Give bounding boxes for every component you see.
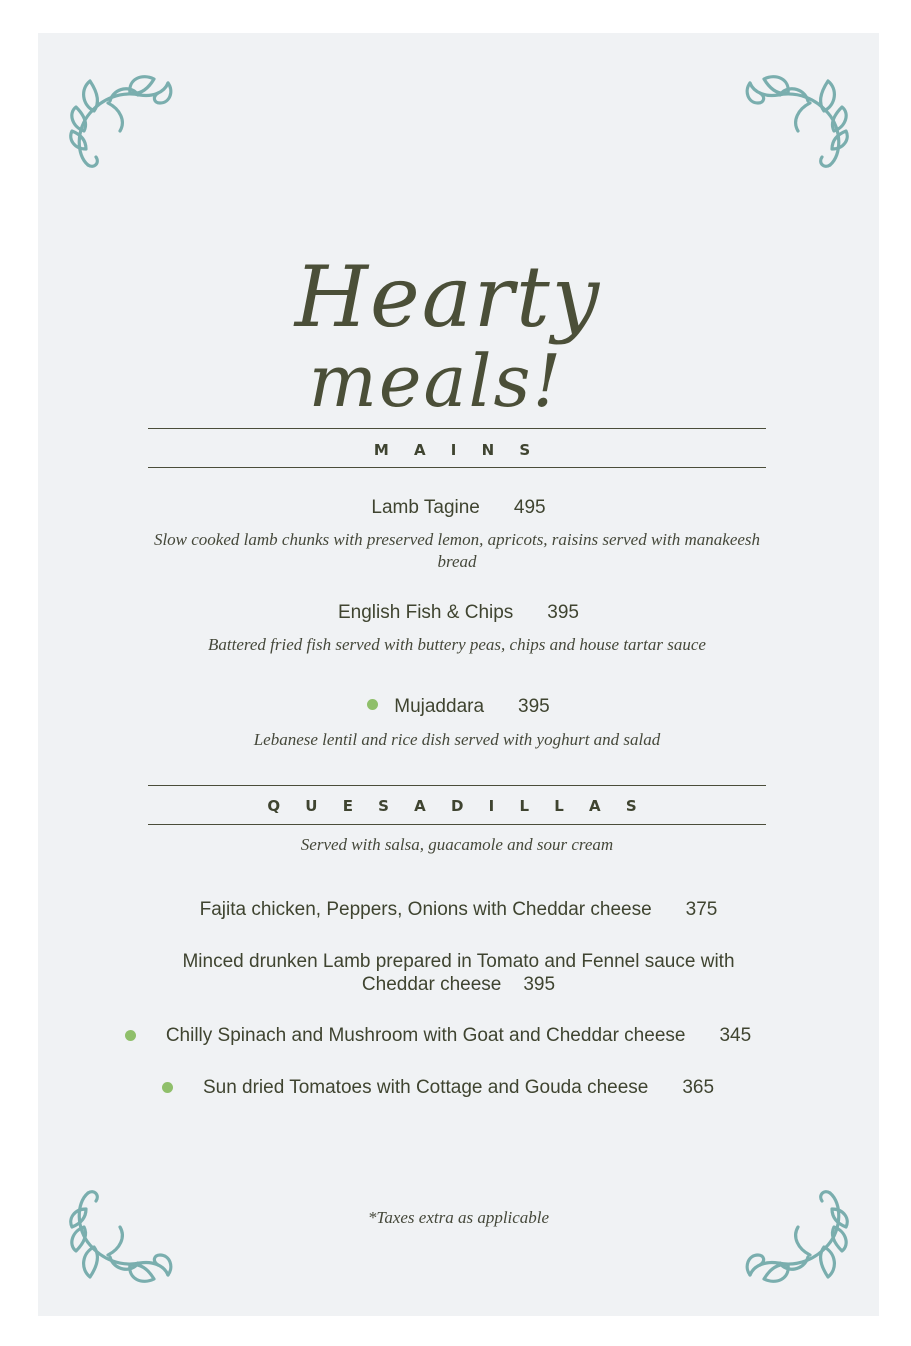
item-price: 375 [685,899,718,920]
item-name-line2: Cheddar cheese [361,974,502,995]
item-price: 395 [523,974,556,995]
item-price: 395 [518,696,550,717]
item-name-line1: Minced drunken Lamb prepared in Tomato and Fennel sauce with [182,951,735,972]
menu-title-line1: Hearty [294,248,602,346]
menu-item-fajita-chicken [38,898,879,921]
leaf-flourish-icon [68,69,178,179]
tax-note: *Taxes extra as applicable [367,1208,550,1227]
leaf-flourish-icon [740,69,850,179]
menu-item-fish-chips [38,601,879,624]
section-rule-top [148,428,766,429]
item-price: 365 [682,1077,715,1098]
menu-item-sun-dried-tomatoes [38,1076,879,1099]
section-title-quesadillas: Q U E S A D I L L A S [267,797,647,815]
menu-item-mujaddara [38,695,879,718]
leaf-flourish-icon [740,1179,850,1289]
item-name: Lamb Tagine [371,497,480,518]
item-name: Fajita chicken, Peppers, Onions with Cheddar cheese [199,899,652,920]
item-price: 395 [547,602,579,623]
item-description: Slow cooked lamb chunks with preserved lemon, apricots, raisins served with manakeesh bread [153,530,761,571]
item-name: Chilly Spinach and Mushroom with Goat and Cheddar cheese [165,1025,686,1046]
section-subtitle: Served with salsa, guacamole and sour cream [300,835,614,854]
leaf-flourish-icon [68,1179,178,1289]
section-rule-bottom [148,824,766,825]
menu-item-lamb-tagine [38,496,879,519]
menu-page [38,33,879,1316]
item-description: Battered fried fish served with buttery peas, chips and house tartar sauce [208,635,706,654]
item-description: Lebanese lentil and rice dish served with yoghurt and salad [253,730,661,749]
section-rule-bottom [148,467,766,468]
menu-item-minced-lamb [38,950,879,996]
item-name: Sun dried Tomatoes with Cottage and Gouda cheese [202,1077,649,1098]
menu-title-line2: meals! [308,339,564,423]
item-price: 345 [719,1025,752,1046]
menu-title [258,238,638,423]
veg-dot-icon [367,699,378,710]
section-title-mains: M A I N S [373,441,541,459]
menu-item-chilly-spinach [38,1024,879,1047]
item-name: English Fish & Chips [338,602,514,623]
item-price: 495 [513,497,546,518]
item-name: Mujaddara [394,696,485,717]
section-rule-top [148,785,766,786]
